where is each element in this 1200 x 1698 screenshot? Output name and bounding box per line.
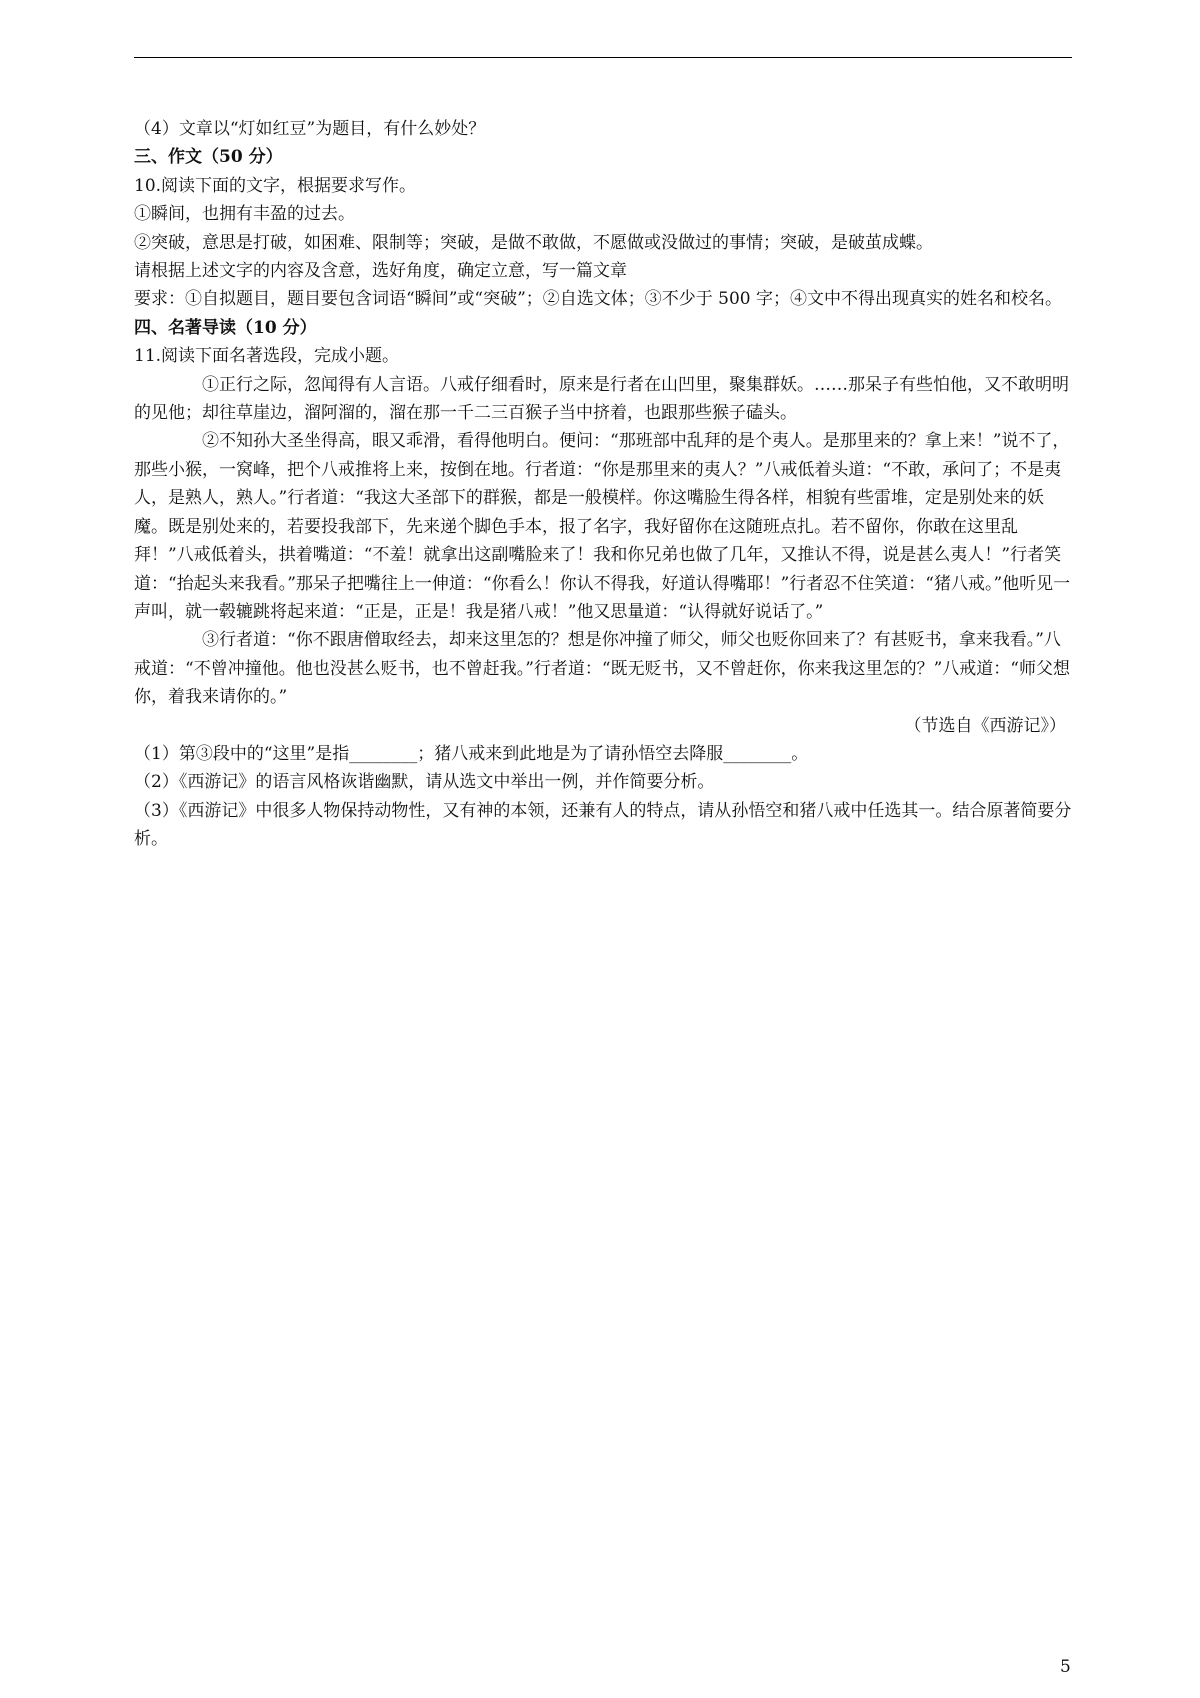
excerpt-source: （节选自《西游记》） [904,715,1066,736]
writing-instruction: 请根据上述文字的内容及含意，选好角度，确定立意，写一篇文章 [134,261,627,282]
excerpt-paragraph-1: ①正行之际，忽闻得有人言语。八戒仔细看时，原来是行者在山凹里，聚集群妖。……那呆子有些怕他，又不敢明明的见他；却往草崖边，溜阿溜的，溜在那一千二三百猴子当中挤着，也跟那些猴子磕头。 [134,374,1069,424]
prompt-line-2: ②突破，意思是打破，如困难、限制等；突破，是做不敢做，不愿做或没做过的事情；突破，是破茧成蝶。 [134,232,933,253]
section-four-heading: 四、名著导读（10 分） [134,317,317,338]
page-number: 5 [1060,1657,1071,1677]
excerpt-paragraph-3: ③行者道：“你不跟唐僧取经去，却来这里怎的？想是你冲撞了师父，师父也贬你回来了？有甚贬书，拿来我看。”八戒道：“不曾冲撞他。他也没甚么贬书，也不曾赶我。”行者道：“既无贬书，又不曾赶你，你来我这里怎的？”八戒道：“师父想你，着我来请你的。” [134,630,1070,708]
sub-question-2: （2）《西游记》的语言风格诙谐幽默，请从选文中举出一例，并作简要分析。 [134,772,715,793]
page-content [134,115,1072,854]
question-4: （4）文章以“灯如红豆”为题目，有什么妙处？ [134,119,486,139]
header-rule [134,57,1072,58]
excerpt-paragraph-2: ②不知孙大圣坐得高，眼又乖滑，看得他明白。便问：“那班部中乱拜的是个夷人。是那里来的？拿上来！”说不了，那些小猴，一窝峰，把个八戒推将上来，按倒在地。行者道：“你是那里来的夷人？”八戒低着头道：“不敢，承问了；不是夷人，是熟人，熟人。”行者道：“我这大圣部下的群猴，都是一般模样。你这嘴脸生得各样，相貌有些雷堆，定是别处来的妖魔。既是别处来的，若要投我部下，先来递个脚色手本，报了名字，我好留你在这随班点扎。若不留你，你敢在这里乱拜！”八戒低着头，拱着嘴道：“不羞！就拿出这副嘴脸来了！我和你兄弟也做了几年，又推认不得，说是甚么夷人！”行者笑道：“抬起头来我看。”那呆子把嘴往上一伸道：“你看么！你认不得我，好道认得嘴耶！”行者忍不住笑道：“猪八戒。”他听见一声叫，就一毂辘跳将起来道：“正是，正是！我是猪八戒！”他又思量道：“认得就好说话了。” [134,431,1071,622]
question-10-prompt: 10.阅读下面的文字，根据要求写作。 [134,175,417,196]
section-three-heading: 三、作文（50 分） [134,147,283,168]
prompt-line-1: ①瞬间，也拥有丰盈的过去。 [134,204,355,225]
sub-question-1: （1）第③段中的“这里”是指________；猪八戒来到此地是为了请孙悟空去降服________。 [134,743,809,764]
question-11-prompt: 11.阅读下面名著选段，完成小题。 [134,346,400,367]
writing-requirements: 要求：①自拟题目，题目要包含词语“瞬间”或“突破”；②自选文体；③不少于 500 字；④文中不得出现真实的姓名和校名。 [134,289,1063,310]
sub-question-3: （3）《西游记》中很多人物保持动物性，又有神的本领，还兼有人的特点，请从孙悟空和猪八戒中任选其一。结合原著简要分析。 [134,800,1072,850]
